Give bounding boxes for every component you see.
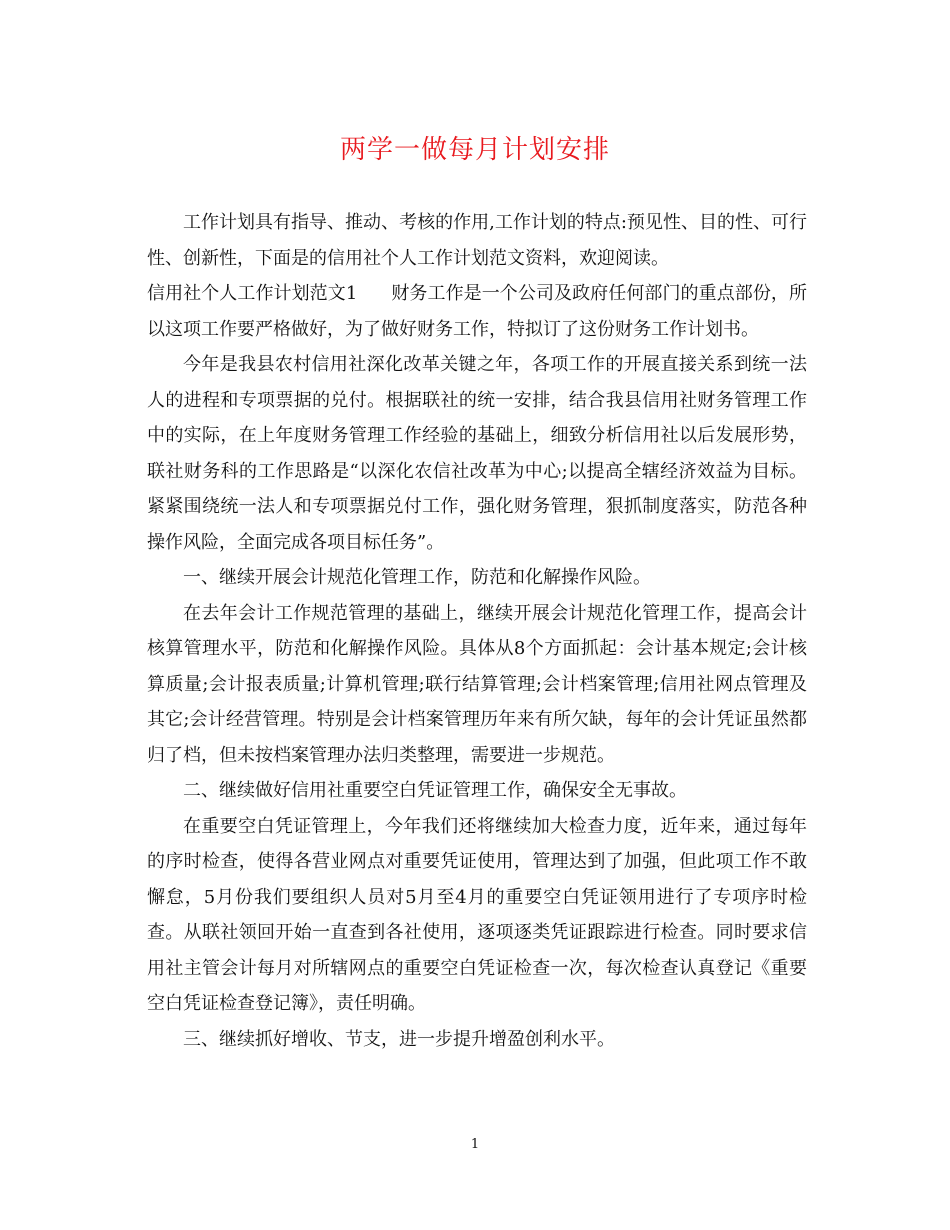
page-number: 1 <box>470 1137 480 1152</box>
body-paragraph: 在重要空白凭证管理上，今年我们还将继续加大检查力度，近年来，通过每年的序时检查，使得各营业网点对重要凭证使用，管理达到了加强，但此项工作不敢懈怠，5月份我们要组织人员对5月至4月的重要空白凭证领用进行了专项序时检查。从联社领回开始一直查到各社使用，逐项逐类凭证跟踪进行检查。同时要求信用社主管会计每月对所辖网点的重要空白凭证检查一次，每次检查认真登记《重要空白凭证检查登记簿》，责任明确。 <box>147 815 807 1014</box>
section-heading: 三、继续抓好增收、节支，进一步提升增盈创利水平。 <box>183 1028 615 1050</box>
body-paragraph: 今年是我县农村信用社深化改革关键之年，各项工作的开展直接关系到统一法人的进程和专项票据的兑付。根据联社的统一安排，结合我县信用社财务管理工作中的实际，在上年度财务管理工作经验的基础上，细致分析信用社以后发展形势，联社财务科的工作思路是“以深化农信社改革为中心;以提高全辖经济效益为目标。紧紧围绕统一法人和专项票据兑付工作，强化财务管理，狠抓制度落实，防范各种操作风险，全面完成各项目标任务”。 <box>147 354 807 553</box>
document-title: 两学一做每月计划安排 <box>339 135 610 165</box>
section-heading: 一、继续开展会计规范化管理工作，防范和化解操作风险。 <box>183 567 651 588</box>
document-body <box>147 205 807 1057</box>
sample-lead-text: 财务工作是一个公司及政府任何部门的重点部份，所以这项工作要严格做好，为了做好财务工作，特拟订了这份财务工作计划书。 <box>147 283 808 340</box>
sample-heading: 信用社个人工作计划范文1 <box>147 283 358 304</box>
sample-paragraph <box>147 276 807 347</box>
intro-paragraph: 工作计划具有指导、推动、考核的作用,工作计划的特点:预见性、目的性、可行性、创新性，下面是的信用社个人工作计划范文资料，欢迎阅读。 <box>147 212 807 269</box>
section-heading: 二、继续做好信用社重要空白凭证管理工作，确保安全无事故。 <box>183 780 687 801</box>
body-paragraph: 在去年会计工作规范管理的基础上，继续开展会计规范化管理工作，提高会计核算管理水平，防范和化解操作风险。具体从8个方面抓起：会计基本规定;会计核算质量;会计报表质量;计算机管理;联行结算管理;会计档案管理;信用社网点管理及其它;会计经营管理。特别是会计档案管理历年来有所欠缺，每年的会计凭证虽然都归了档，但未按档案管理办法归类整理，需要进一步规范。 <box>147 602 807 766</box>
